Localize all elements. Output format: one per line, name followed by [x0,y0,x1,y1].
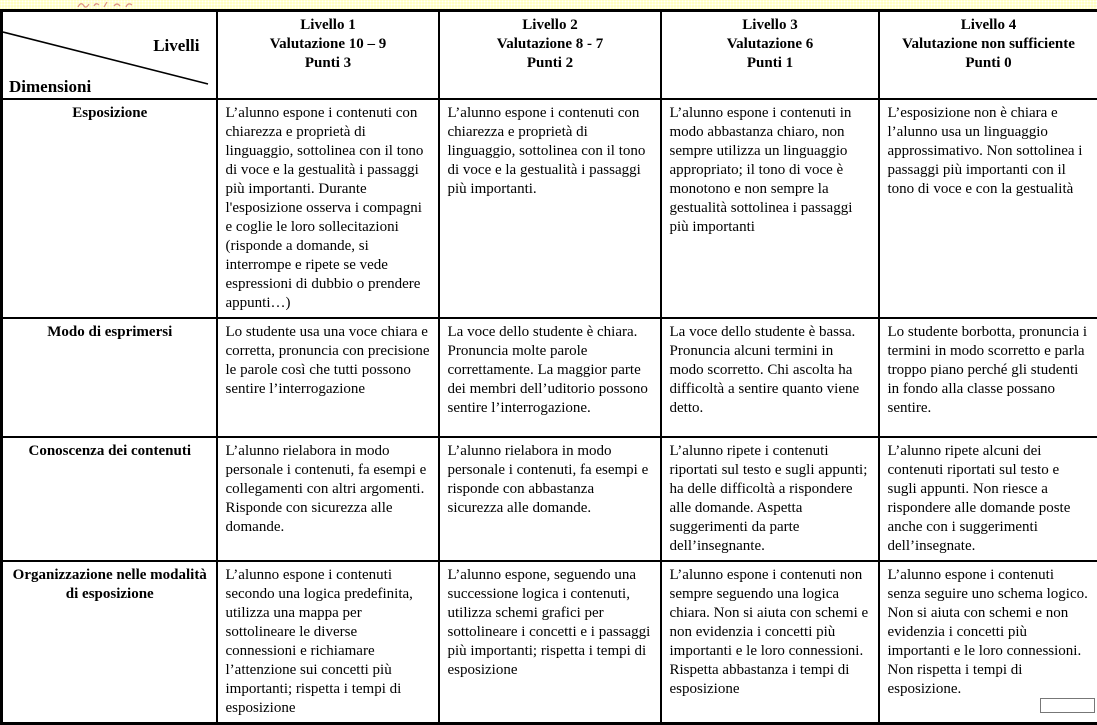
cell-conoscenza-l4: L’alunno ripete alcuni dei contenuti riportati sul testo e sugli appunti. Non riesce a rispondere alle domande poste anche con i suggerimenti dell’insegnate. [879,437,1097,561]
header-line: Livello 3 [670,16,871,35]
header-line: Valutazione 8 - 7 [448,35,653,54]
table-row-conoscenza [2,437,1097,561]
handwritten-mark-icon [76,0,140,9]
cell-organizzazione-l4: L’alunno espone i contenuti senza seguire uno schema logico. Non si aiuta con schemi e non evidenzia i concetti più importanti e le loro connessioni. Non rispetta i tempi di esposizione. [879,561,1097,724]
page-top-strip [0,0,1097,9]
cell-modo-l1: Lo studente usa una voce chiara e corretta, pronuncia con precisione le parole così che tutti possono sentire l’interrogazione [217,318,439,437]
table-row-esposizione [2,99,1097,318]
cell-modo-l4: Lo studente borbotta, pronuncia i termini in modo scorretto e parla troppo piano perché gli studenti in fondo alla classe possano sentire. [879,318,1097,437]
header-line: Livello 1 [226,16,431,35]
header-line: Livello 2 [448,16,653,35]
cell-modo-l2: La voce dello studente è chiara. Pronuncia molte parole correttamente. La maggior parte dei membri dell’uditorio possono sentire l’interrogazione. [439,318,661,437]
header-line: Punti 0 [888,54,1090,73]
header-line: Livello 4 [888,16,1090,35]
cell-modo-l3: La voce dello studente è bassa. Pronuncia alcuni termini in modo scorretto. Chi ascolta ha difficoltà a sentire quanto viene detto. [661,318,879,437]
cell-esposizione-l2: L’alunno espone i contenuti con chiarezza e proprietà di linguaggio, sottolinea con il tono di voce e la gestualità i passaggi più importanti. [439,99,661,318]
header-line: Valutazione non sufficiente [888,35,1090,54]
column-header-livello-1 [217,11,439,99]
column-header-livello-3 [661,11,879,99]
cell-organizzazione-l2: L’alunno espone, seguendo una successione logica i contenuti, utilizza schemi grafici per sottolineare i concetti e i passaggi più importanti; rispetta i tempi di esposizione [439,561,661,724]
cell-organizzazione-l1: L’alunno espone i contenuti secondo una logica predefinita, utilizza una mappa per sottolineare le diverse connessioni e richiamare l’attenzione sui concetti più importanti; rispetta i tempi di esposizione [217,561,439,724]
column-header-livello-4 [879,11,1097,99]
column-header-livello-2 [439,11,661,99]
cell-conoscenza-l2: L’alunno rielabora in modo personale i contenuti, fa esempi e risponde con abbastanza sicurezza alle domande. [439,437,661,561]
row-label-organizzazione: Organizzazione nelle modalità di esposizione [2,561,217,724]
table-row-modo-di-esprimersi [2,318,1097,437]
cell-esposizione-l1: L’alunno espone i contenuti con chiarezza e proprietà di linguaggio, sottolinea con il tono di voce e la gestualità i passaggi più importanti. Durante l'esposizione osserva i compagni e coglie le loro sollecitazioni (risponde a domande, si interrompe e ripete se vede espressioni di dubbio o prendere appunti…) [217,99,439,318]
corner-label-dimensioni: Dimensioni [9,77,91,96]
cell-conoscenza-l3: L’alunno ripete i contenuti riportati sul testo e sugli appunti; ha delle difficoltà a rispondere alle domande. Aspetta suggerimenti da parte dell’insegnante. [661,437,879,561]
header-line: Valutazione 6 [670,35,871,54]
cell-esposizione-l4: L’esposizione non è chiara e l’alunno usa un linguaggio approssimativo. Non sottolinea i passaggi più importanti con il tono di voce e con la gestualità [879,99,1097,318]
partial-control[interactable] [1040,698,1095,713]
cell-conoscenza-l1: L’alunno rielabora in modo personale i contenuti, fa esempi e collegamenti con altri argomenti. Risponde con sicurezza alle domande. [217,437,439,561]
corner-cell [2,11,217,99]
corner-label-livelli: Livelli [153,36,199,55]
header-line: Valutazione 10 – 9 [226,35,431,54]
header-line: Punti 2 [448,54,653,73]
table-row-organizzazione [2,561,1097,724]
header-line: Punti 1 [670,54,871,73]
row-label-modo-di-esprimersi: Modo di esprimersi [2,318,217,437]
header-line: Punti 3 [226,54,431,73]
row-label-esposizione: Esposizione [2,99,217,318]
cell-esposizione-l3: L’alunno espone i contenuti in modo abbastanza chiaro, non sempre utilizza un linguaggio appropriato; il tono di voce è monotono e non sempre la gestualità sottolinea i passaggi più importanti [661,99,879,318]
evaluation-rubric-table [0,9,1097,725]
header-row [2,11,1097,99]
cell-organizzazione-l3: L’alunno espone i contenuti non sempre seguendo una logica chiara. Non si aiuta con schemi e non evidenzia i concetti più importanti e le loro connessioni. Rispetta abbastanza i tempi di esposizione [661,561,879,724]
row-label-conoscenza: Conoscenza dei contenuti [2,437,217,561]
